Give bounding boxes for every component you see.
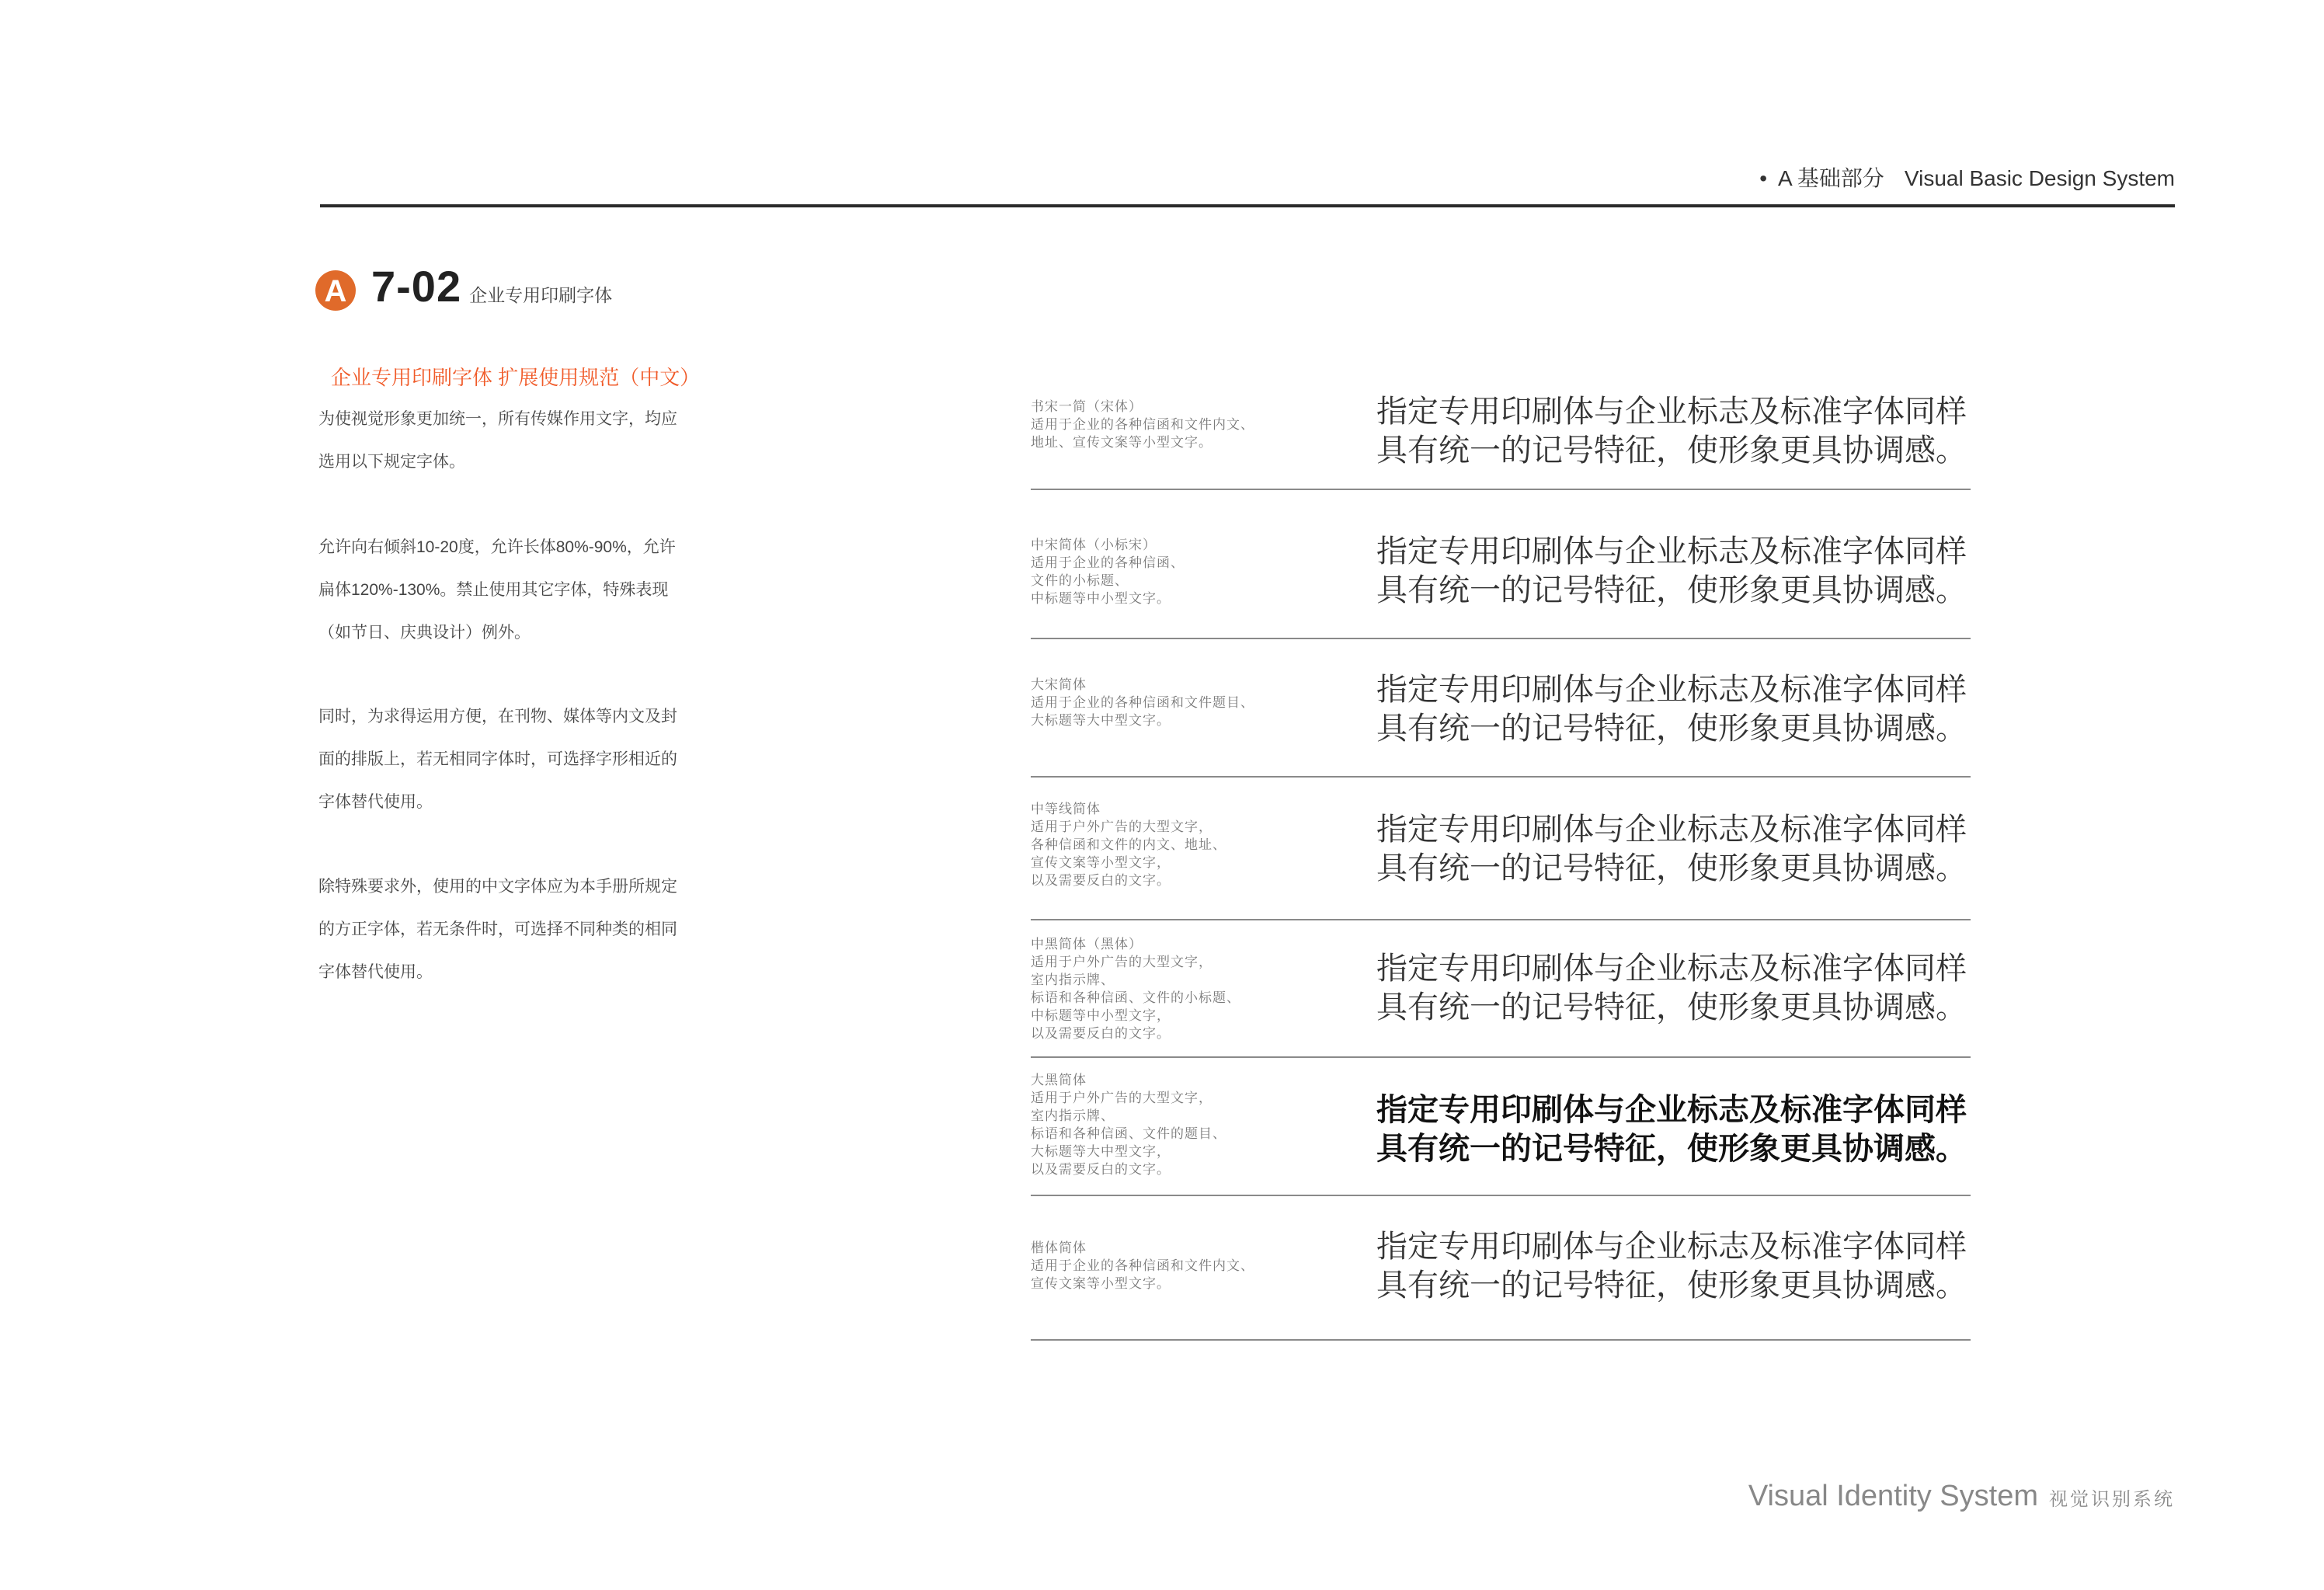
intro-paragraph — [318, 526, 676, 654]
row-divider — [1031, 919, 1971, 920]
row-divider — [1031, 638, 1971, 639]
font-sample — [1376, 810, 1967, 888]
font-label — [1031, 800, 1226, 889]
font-usage-line: 室内指示牌、 — [1031, 1108, 1115, 1123]
para-line: 的方正字体，若无条件时，可选择不同种类的相同 — [318, 920, 677, 938]
section-badge-icon: A — [315, 270, 356, 311]
footer-cn: 视觉识别系统 — [2049, 1489, 2175, 1510]
font-usage-line: 地址、宣传文案等小型文字。 — [1031, 435, 1212, 450]
sample-line: 指定专用印刷体与企业标志及标准字体同样 — [1376, 672, 1967, 708]
para-line: 同时，为求得运用方便，在刊物、媒体等内文及封 — [318, 708, 677, 725]
font-sample — [1376, 392, 1967, 470]
para-line: 面的排版上，若无相同字体时，可选择字形相近的 — [318, 750, 677, 768]
sample-line: 具有统一的记号特征，使形象更具协调感。 — [1376, 711, 1967, 746]
page-footer — [1748, 1480, 2175, 1513]
font-usage-line: 宣传文案等小型文字， — [1031, 855, 1171, 870]
font-usage-line: 大标题等大中型文字。 — [1031, 713, 1171, 728]
page-header — [1759, 162, 2175, 193]
sample-line: 具有统一的记号特征，使形象更具协调感。 — [1376, 433, 1967, 468]
row-divider — [1031, 1056, 1971, 1058]
font-usage-line: 标语和各种信函、文件的小标题、 — [1031, 990, 1240, 1005]
font-usage-line: 大标题等大中型文字， — [1031, 1144, 1171, 1159]
para-line: 扁体120%-130%。禁止使用其它字体，特殊表现 — [318, 581, 669, 599]
row-divider — [1031, 776, 1971, 778]
font-name: 大黑简体 — [1031, 1073, 1087, 1087]
para-line: 允许向右倾斜10-20度，允许长体80%-90%，允许 — [318, 538, 676, 556]
font-sample — [1376, 1227, 1967, 1305]
font-name: 书宋一简（宋体） — [1031, 399, 1143, 414]
font-usage-line: 中标题等中小型文字， — [1031, 1008, 1171, 1023]
header-section: A 基础部分 — [1778, 166, 1884, 190]
font-usage-line: 适用于户外广告的大型文字， — [1031, 1091, 1212, 1105]
font-usage-line: 宣传文案等小型文字。 — [1031, 1276, 1171, 1291]
intro-paragraph — [318, 398, 677, 483]
row-divider — [1031, 1339, 1971, 1341]
font-usage-line: 适用于户外广告的大型文字， — [1031, 955, 1212, 969]
font-label — [1031, 1071, 1226, 1178]
font-name: 大宋简体 — [1031, 677, 1087, 692]
section-subtitle: 企业专用印刷字体 — [469, 285, 613, 305]
font-usage-line: 各种信函和文件的内文、地址、 — [1031, 837, 1226, 852]
font-usage-line: 以及需要反白的文字。 — [1031, 1026, 1171, 1041]
font-label — [1031, 398, 1254, 451]
font-usage-line: 以及需要反白的文字。 — [1031, 873, 1171, 888]
intro-paragraph — [318, 865, 677, 993]
footer-en: Visual Identity System — [1748, 1480, 2038, 1512]
font-name: 中等线简体 — [1031, 802, 1101, 816]
sample-line: 具有统一的记号特征，使形象更具协调感。 — [1376, 1268, 1967, 1303]
para-line: （如节日、庆典设计）例外。 — [318, 624, 531, 642]
sample-line: 指定专用印刷体与企业标志及标准字体同样 — [1376, 1229, 1967, 1265]
para-line: 选用以下规定字体。 — [318, 453, 465, 471]
font-usage-line: 中标题等中小型文字。 — [1031, 591, 1171, 606]
sample-line: 具有统一的记号特征，使形象更具协调感。 — [1376, 990, 1967, 1025]
font-usage-line: 标语和各种信函、文件的题目、 — [1031, 1126, 1226, 1141]
font-sample — [1376, 949, 1967, 1027]
font-usage-line: 室内指示牌、 — [1031, 972, 1115, 987]
para-line: 字体替代使用。 — [318, 963, 433, 981]
row-divider — [1031, 1195, 1971, 1196]
row-divider — [1031, 489, 1971, 490]
intro-paragraph — [318, 695, 677, 823]
font-name: 中宋简体（小标宋） — [1031, 538, 1157, 552]
font-usage-line: 适用于企业的各种信函、 — [1031, 555, 1185, 570]
sample-line: 具有统一的记号特征，使形象更具协调感。 — [1376, 851, 1967, 886]
font-usage-line: 适用于户外广告的大型文字， — [1031, 819, 1212, 834]
section-heading — [371, 261, 612, 311]
intro-heading: 企业专用印刷字体 扩展使用规范（中文） — [331, 366, 701, 389]
font-usage-line: 适用于企业的各种信函和文件内文、 — [1031, 417, 1254, 432]
header-divider — [320, 204, 2175, 207]
sample-line: 指定专用印刷体与企业标志及标准字体同样 — [1376, 1092, 1967, 1128]
font-usage-line: 以及需要反白的文字。 — [1031, 1162, 1171, 1177]
font-label — [1031, 676, 1254, 729]
header-title: Visual Basic Design System — [1904, 166, 2175, 190]
font-usage-line: 文件的小标题、 — [1031, 573, 1129, 588]
bullet: • — [1759, 166, 1767, 190]
sample-line: 指定专用印刷体与企业标志及标准字体同样 — [1376, 951, 1967, 986]
font-usage-line: 适用于企业的各种信函和文件题目、 — [1031, 695, 1254, 710]
font-name: 楷体简体 — [1031, 1240, 1087, 1255]
font-usage-line: 适用于企业的各种信函和文件内文、 — [1031, 1258, 1254, 1273]
sample-line: 指定专用印刷体与企业标志及标准字体同样 — [1376, 394, 1967, 430]
font-name: 中黑简体（黑体） — [1031, 937, 1143, 952]
sample-line: 指定专用印刷体与企业标志及标准字体同样 — [1376, 812, 1967, 847]
sample-line: 具有统一的记号特征，使形象更具协调感。 — [1376, 1131, 1967, 1167]
sample-line: 具有统一的记号特征，使形象更具协调感。 — [1376, 572, 1967, 608]
para-line: 字体替代使用。 — [318, 793, 433, 811]
font-sample — [1376, 532, 1967, 610]
font-sample — [1376, 1091, 1967, 1168]
font-label — [1031, 536, 1185, 607]
section-number: 7-02 — [371, 262, 462, 311]
font-label — [1031, 935, 1240, 1042]
font-label — [1031, 1239, 1254, 1293]
para-line: 为使视觉形象更加统一，所有传媒作用文字，均应 — [318, 410, 677, 428]
sample-line: 指定专用印刷体与企业标志及标准字体同样 — [1376, 534, 1967, 569]
para-line: 除特殊要求外，使用的中文字体应为本手册所规定 — [318, 878, 677, 896]
font-sample — [1376, 670, 1967, 748]
